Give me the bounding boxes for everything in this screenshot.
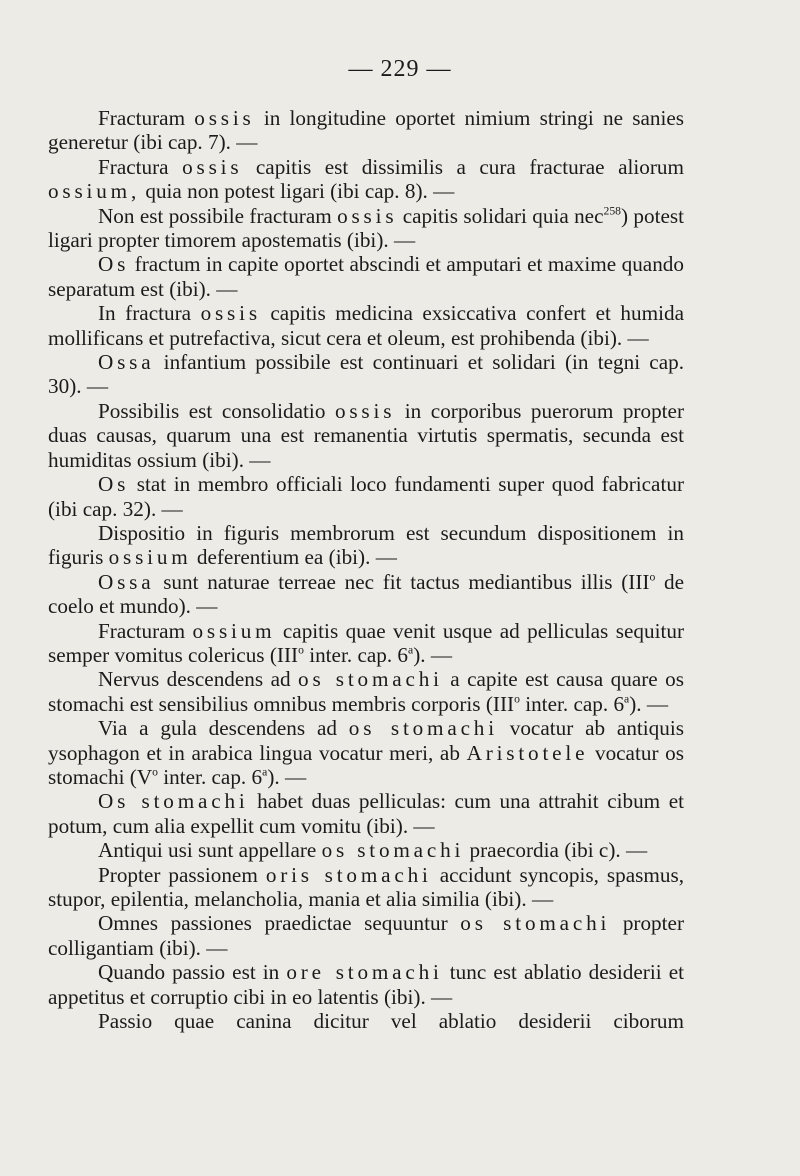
text-run: capitis medicina exsiccativa confert et humida mollificans et putrefactiva, sicut cera et oleum, est prohibenda (ibi). —: [48, 301, 684, 350]
text-run: tunc est ablatio desiderii et appetitus et corruptio cibi in eo latentis (ibi). —: [48, 960, 684, 1009]
text-run: Dispositio in figuris membrorum est secundum dispositionem in figuris: [48, 520, 684, 570]
superscript: a: [624, 692, 630, 706]
spaced-term: Ossa: [98, 350, 155, 375]
text-run: capitis est dissimilis a cura fracturae aliorum: [242, 154, 684, 179]
paragraph: [48, 838, 684, 862]
text-run: Possibilis est consolidatio: [98, 398, 335, 423]
text-run: in corporibus puerorum propter duas causas, quarum una est remanentia virtutis spermatis, secunda est humiditas ossium (ibi). —: [48, 398, 685, 472]
spaced-term: ossis: [337, 203, 398, 228]
spaced-term: ossium: [108, 545, 192, 570]
text-run: vocatur ab antiquis ysophagon et in arabica lingua vocatur meri, ab: [48, 716, 684, 765]
text-run: habet duas pelliculas: cum una attrahit cibum et potum, cum alia expellit cum vomitu (ibi). —: [48, 789, 684, 838]
text-run: vocatur os stomachi (V: [48, 740, 684, 789]
body-text: [48, 106, 684, 1033]
superscript: o: [298, 643, 304, 657]
paragraph: [48, 619, 684, 668]
spaced-term: Aristotele: [466, 740, 589, 765]
paragraph: [48, 716, 684, 789]
text-run: a capite est causa quare os stomachi est sensibilius omnibus membris corporis (III: [48, 667, 684, 716]
page-number: — 229 —: [348, 56, 452, 82]
superscript: o: [152, 765, 158, 779]
superscript: o: [514, 692, 520, 706]
spaced-term: ossis: [182, 154, 243, 179]
text-run: ). —: [413, 642, 453, 667]
text-run: Omnes passiones praedictae sequuntur: [98, 911, 461, 936]
text-run: Non est possibile fracturam: [98, 203, 338, 228]
paragraph: [48, 1009, 684, 1033]
text-run: Passio quae canina dicitur vel ablatio desiderii ciborum: [98, 1009, 684, 1034]
paragraph: [48, 252, 684, 301]
paragraph: [48, 789, 684, 838]
text-run: In fractura: [98, 301, 201, 326]
paragraph: [48, 521, 684, 570]
text-run: capitis solidari quia nec: [397, 203, 604, 228]
spaced-term: os stomachi: [321, 838, 465, 863]
paragraph: [48, 301, 684, 350]
text-run: propter colligantiam (ibi). —: [48, 911, 684, 960]
paragraph: [48, 399, 684, 472]
text-run: infantium possibile est continuari et solidari (in tegni cap. 30). —: [48, 350, 684, 399]
text-run: stat in membro officiali loco fundamenti super quod fabricatur (ibi cap. 32). —: [48, 472, 684, 521]
paragraph: [48, 667, 684, 716]
text-run: Fracturam: [98, 618, 193, 643]
spaced-term: ossis: [194, 106, 255, 130]
spaced-term: ossium,: [48, 179, 141, 204]
spaced-term: Os: [98, 252, 130, 277]
text-run: Propter passionem: [98, 862, 266, 887]
text-run: Nervus descendens ad: [98, 667, 299, 692]
paragraph: [48, 960, 684, 1009]
text-run: ). —: [267, 764, 307, 789]
paragraph: [48, 863, 684, 912]
spaced-term: os stomachi: [298, 667, 443, 692]
text-run: Quando passio est in: [98, 960, 287, 985]
paragraph: [48, 911, 684, 960]
paragraph: [48, 472, 684, 521]
text-run: ) potest ligari propter timorem apostematis (ibi). —: [48, 203, 684, 253]
spaced-term: Os stomachi: [98, 789, 249, 814]
text-run: quia non potest ligari (ibi cap. 8). —: [140, 179, 455, 204]
spaced-term: oris stomachi: [265, 862, 432, 887]
spaced-term: os stomachi: [460, 911, 611, 936]
text-run: inter. cap. 6: [303, 642, 409, 667]
text-run: inter. cap. 6: [157, 764, 263, 789]
text-run: fractum in capite oportet abscindi et amputari et maxime quando separatum est (ibi). —: [48, 252, 684, 301]
paragraph: [48, 204, 684, 253]
spaced-term: ossis: [200, 301, 261, 326]
spaced-term: ossis: [334, 398, 396, 423]
spaced-term: os stomachi: [348, 716, 498, 741]
text-run: inter. cap. 6: [519, 691, 625, 716]
text-run: Fractura: [98, 154, 183, 179]
paragraph: [48, 155, 684, 204]
superscript: o: [649, 569, 656, 583]
superscript: a: [262, 765, 268, 779]
text-run: de coelo et mundo). —: [48, 569, 684, 619]
text-run: Via a gula descendens ad: [98, 716, 349, 741]
text-run: Antiqui usi sunt appellare: [98, 838, 322, 863]
text-run: in longitudine oportet nimium stringi ne sanies generetur (ibi cap. 7). —: [48, 106, 684, 155]
spaced-term: Ossa: [98, 569, 155, 594]
spaced-term: ossium: [192, 618, 276, 643]
text-run: sunt naturae terreae nec fit tactus mediantibus illis (III: [154, 569, 650, 594]
text-run: capitis quae venit usque ad pelliculas sequitur semper vomitus colericus (III: [48, 618, 684, 667]
paragraph: [48, 350, 684, 399]
text-run: ). —: [629, 691, 669, 716]
text-run: praecordia (ibi c). —: [464, 838, 648, 863]
text-run: Fracturam: [98, 106, 195, 130]
spaced-term: Os: [98, 472, 130, 497]
paragraph: [48, 570, 684, 619]
superscript: a: [408, 643, 414, 657]
superscript: 258: [603, 203, 621, 217]
spaced-term: ore stomachi: [286, 960, 443, 985]
paragraph: [48, 106, 684, 155]
text-run: accidunt syncopis, spasmus, stupor, epilentia, melancholia, mania et alia similia (ibi). —: [48, 862, 685, 911]
text-run: deferentium ea (ibi). —: [191, 545, 397, 570]
